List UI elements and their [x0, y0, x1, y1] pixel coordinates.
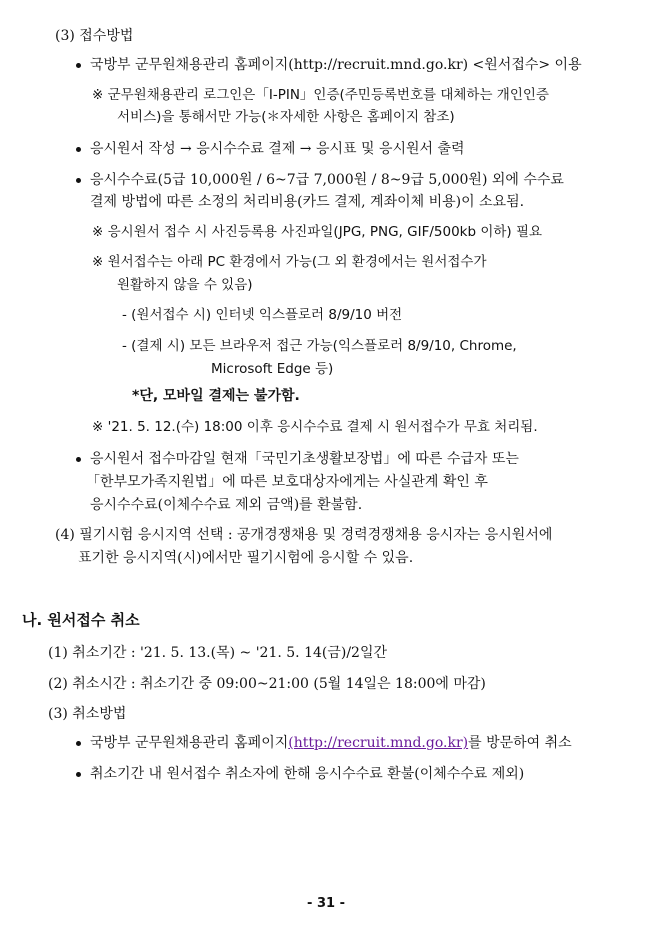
cancel-method-title: (3) 취소방법 — [48, 706, 127, 722]
note-pc-line2: 원활하지 않을 수 있음) — [117, 277, 253, 293]
bullet-fee-line1: 응시수수료(5급 10,000원 / 6~7급 7,000원 / 8~9급 5,000원) 외에 수수료 — [90, 172, 564, 188]
note-photo: ※ 응시원서 접수 시 사진등록용 사진파일(JPG, PNG, GIF/500kb 이하) 필요 — [92, 224, 543, 240]
bullet-process: 응시원서 작성 → 응시수수료 결제 → 응시표 및 응시원서 출력 — [90, 141, 465, 157]
bullet-icon — [76, 178, 81, 183]
cancel-time: (2) 취소시간 : 취소기간 중 09:00~21:00 (5월 14일은 18:00에 마감) — [48, 676, 486, 692]
section-3-title: (3) 접수방법 — [55, 28, 134, 44]
recruit-site-link[interactable]: (http://recruit.mnd.go.kr) — [288, 735, 469, 751]
dash-explorer: - (원서접수 시) 인터넷 익스플로러 8/9/10 버전 — [122, 307, 403, 323]
bullet-icon — [76, 63, 81, 68]
note-ipin-line2: 서비스)을 통해서만 가능(＊자세한 사항은 홈페이지 참조) — [117, 109, 455, 125]
cancel-homepage-prefix: 국방부 군무원채용관리 홈페이지 — [90, 735, 289, 751]
note-deadline: ※ '21. 5. 12.(수) 18:00 이후 응시수수료 결제 시 원서접수가 무효 처리됨. — [92, 419, 538, 435]
cancel-period: (1) 취소기간 : '21. 5. 13.(목) ~ '21. 5. 14(금)/2일간 — [48, 645, 388, 661]
bullet-refund-line1: 응시원서 접수마감일 현재「국민기초생활보장법」에 따른 수급자 또는 — [90, 451, 519, 467]
dash-browser-line1: - (결제 시) 모든 브라우저 접근 가능(익스플로러 8/9/10, Chrome, — [122, 338, 517, 354]
bullet-icon — [76, 772, 81, 777]
bullet-fee-line2: 결제 방법에 따른 소정의 처리비용(카드 결제, 계좌이체 비용)이 소요됨. — [90, 194, 525, 210]
dash-browser-line2: Microsoft Edge 등) — [211, 361, 334, 377]
cancel-homepage-suffix: 를 방문하여 취소 — [468, 735, 572, 751]
bullet-icon — [76, 147, 81, 152]
note-ipin-line1: ※ 군무원채용관리 로그인은「I-PIN」인증(주민등록번호를 대체하는 개인인증 — [92, 87, 549, 103]
bullet-icon — [76, 741, 81, 746]
note-pc-line1: ※ 원서접수는 아래 PC 환경에서 가능(그 외 환경에서는 원서접수가 — [92, 254, 487, 270]
page-number: - 31 - — [307, 896, 345, 911]
bullet-refund-line3: 응시수수료(이체수수료 제외 금액)를 환불함. — [90, 497, 363, 513]
bullet-cancel-refund: 취소기간 내 원서접수 취소자에 한해 응시수수료 환불(이체수수료 제외) — [90, 766, 525, 782]
bullet-cancel-homepage — [90, 733, 572, 753]
section-4-line1: (4) 필기시험 응시지역 선택 : 공개경쟁채용 및 경력경쟁채용 응시자는 응시원서에 — [55, 527, 553, 543]
bullet-refund-line2: 「한부모가족지원법」에 따른 보호대상자에게는 사실관계 확인 후 — [86, 474, 488, 490]
mobile-note: *단, 모바일 결제는 불가함. — [132, 388, 300, 404]
section-na-heading: 나. 원서접수 취소 — [22, 611, 140, 629]
bullet-homepage: 국방부 군무원채용관리 홈페이지(http://recruit.mnd.go.kr) <원서접수> 이용 — [90, 57, 582, 73]
bullet-icon — [76, 457, 81, 462]
section-4-line2: 표기한 응시지역(시)에서만 필기시험에 응시할 수 있음. — [78, 550, 414, 566]
